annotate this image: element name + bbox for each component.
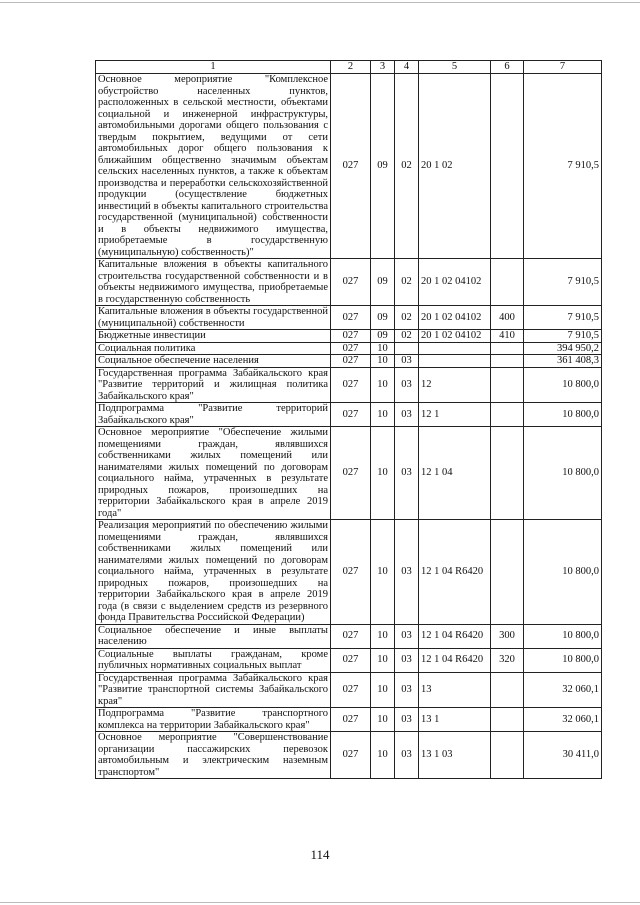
cell-row-name: Подпрограмма "Развитие территорий Забайкальского края" (96, 403, 331, 427)
cell-target-item: 13 1 03 (419, 732, 491, 779)
header-col-3: 3 (371, 61, 395, 74)
cell-amount: 10 800,0 (524, 520, 602, 625)
cell-admin-code: 027 (331, 403, 371, 427)
table-row (96, 648, 602, 672)
cell-subsection: 03 (395, 708, 419, 732)
cell-subsection: 03 (395, 367, 419, 403)
cell-target-item: 20 1 02 04102 (419, 306, 491, 330)
cell-section: 10 (371, 708, 395, 732)
cell-expense-type (491, 520, 524, 625)
cell-admin-code: 027 (331, 672, 371, 708)
cell-amount: 361 408,3 (524, 355, 602, 368)
cell-subsection (395, 342, 419, 355)
cell-target-item: 13 1 (419, 708, 491, 732)
cell-expense-type: 300 (491, 624, 524, 648)
cell-target-item: 20 1 02 (419, 74, 491, 259)
cell-target-item: 12 1 04 R6420 (419, 624, 491, 648)
table-row (96, 342, 602, 355)
cell-target-item: 12 (419, 367, 491, 403)
cell-section: 10 (371, 732, 395, 779)
cell-section: 10 (371, 672, 395, 708)
table-row (96, 259, 602, 306)
cell-amount: 7 910,5 (524, 330, 602, 343)
cell-target-item: 20 1 02 04102 (419, 259, 491, 306)
cell-row-name: Бюджетные инвестиции (96, 330, 331, 343)
cell-row-name: Реализация мероприятий по обеспечению жилыми помещениями граждан, являвшихся собственниками жилых помещений или нанимателями жилых помещений по договорам социального найма, утраченных в результате природных пожаров, произошедших на территории Забайкальского края в апреле 2019 года (в связи с выделением средств из резервного фонда Правительства Российской Федерации) (96, 520, 331, 625)
scan-edge-top (0, 2, 640, 3)
cell-target-item: 12 1 04 (419, 427, 491, 520)
cell-admin-code: 027 (331, 648, 371, 672)
cell-row-name: Государственная программа Забайкальского края "Развитие транспортной системы Забайкальского края" (96, 672, 331, 708)
cell-expense-type (491, 427, 524, 520)
cell-amount: 10 800,0 (524, 367, 602, 403)
cell-admin-code: 027 (331, 342, 371, 355)
header-row (96, 61, 602, 74)
header-col-1: 1 (96, 61, 331, 74)
cell-subsection: 03 (395, 732, 419, 779)
cell-amount: 32 060,1 (524, 672, 602, 708)
cell-section: 10 (371, 403, 395, 427)
cell-row-name: Социальное обеспечение и иные выплаты населению (96, 624, 331, 648)
cell-amount: 32 060,1 (524, 708, 602, 732)
cell-expense-type: 410 (491, 330, 524, 343)
cell-admin-code: 027 (331, 367, 371, 403)
header-col-7: 7 (524, 61, 602, 74)
header-col-6: 6 (491, 61, 524, 74)
cell-expense-type (491, 732, 524, 779)
table-row (96, 330, 602, 343)
cell-subsection: 02 (395, 259, 419, 306)
table-row (96, 74, 602, 259)
cell-row-name: Социальные выплаты гражданам, кроме публичных нормативных социальных выплат (96, 648, 331, 672)
cell-expense-type (491, 74, 524, 259)
table-row (96, 427, 602, 520)
table-row (96, 520, 602, 625)
scan-edge-bottom (0, 902, 640, 903)
cell-expense-type (491, 259, 524, 306)
cell-admin-code: 027 (331, 355, 371, 368)
cell-expense-type (491, 342, 524, 355)
table-row (96, 672, 602, 708)
cell-admin-code: 027 (331, 520, 371, 625)
cell-subsection: 02 (395, 330, 419, 343)
cell-amount: 10 800,0 (524, 624, 602, 648)
table-row (96, 624, 602, 648)
cell-target-item: 12 1 04 R6420 (419, 648, 491, 672)
cell-row-name: Основное мероприятие "Комплексное обустройство населенных пунктов, расположенных в сельской местности, объектами социальной и инженерной инфраструктуры, автомобильными дорогами общего пользования с твердым покрытием, ведущими от сети автомобильных дорог общего пользования к ближайшим общественно значимым объектам сельских населенных пунктов, а также к объектам производства и переработки сельскохозяйственной продукции (осуществление бюджетных инвестиций в объекты капитального строительства государственной (муниципальной) собственности и в объекты недвижимого имущества, приобретаемые в государственную (муниципальную) собственность)" (96, 74, 331, 259)
cell-subsection: 03 (395, 520, 419, 625)
cell-admin-code: 027 (331, 624, 371, 648)
cell-row-name: Основное мероприятие "Совершенствование организации пассажирских перевозок автомобильным и электрическим наземным транспортом" (96, 732, 331, 779)
cell-subsection: 03 (395, 624, 419, 648)
table-row (96, 367, 602, 403)
cell-amount: 30 411,0 (524, 732, 602, 779)
cell-section: 10 (371, 427, 395, 520)
cell-subsection: 03 (395, 648, 419, 672)
cell-section: 10 (371, 367, 395, 403)
cell-target-item: 13 (419, 672, 491, 708)
cell-section: 09 (371, 259, 395, 306)
cell-admin-code: 027 (331, 74, 371, 259)
cell-amount: 7 910,5 (524, 74, 602, 259)
cell-row-name: Социальное обеспечение населения (96, 355, 331, 368)
cell-row-name: Основное мероприятие "Обеспечение жилыми помещениями граждан, являвшихся собственниками жилых помещений или нанимателями жилых помещений по договорам социального найма, утраченных в результате природных пожаров, произошедших на территории Забайкальского края в апреле 2019 года" (96, 427, 331, 520)
cell-amount: 10 800,0 (524, 648, 602, 672)
table-row (96, 306, 602, 330)
cell-expense-type (491, 355, 524, 368)
cell-target-item (419, 342, 491, 355)
budget-table (95, 60, 602, 779)
cell-subsection: 03 (395, 427, 419, 520)
cell-section: 09 (371, 330, 395, 343)
cell-row-name: Капитальные вложения в объекты государственной (муниципальной) собственности (96, 306, 331, 330)
table-row (96, 732, 602, 779)
cell-target-item: 20 1 02 04102 (419, 330, 491, 343)
cell-admin-code: 027 (331, 259, 371, 306)
cell-row-name: Государственная программа Забайкальского края "Развитие территорий и жилищная политика Забайкальского края" (96, 367, 331, 403)
cell-expense-type (491, 672, 524, 708)
cell-row-name: Подпрограмма "Развитие транспортного комплекса на территории Забайкальского края" (96, 708, 331, 732)
cell-admin-code: 027 (331, 306, 371, 330)
header-col-5: 5 (419, 61, 491, 74)
cell-section: 10 (371, 342, 395, 355)
cell-subsection: 03 (395, 403, 419, 427)
cell-subsection: 03 (395, 355, 419, 368)
cell-section: 09 (371, 74, 395, 259)
cell-target-item: 12 1 04 R6420 (419, 520, 491, 625)
cell-expense-type (491, 367, 524, 403)
cell-subsection: 02 (395, 74, 419, 259)
cell-admin-code: 027 (331, 330, 371, 343)
cell-expense-type (491, 708, 524, 732)
cell-target-item (419, 355, 491, 368)
cell-admin-code: 027 (331, 427, 371, 520)
cell-section: 10 (371, 648, 395, 672)
cell-section: 10 (371, 520, 395, 625)
table-row (96, 355, 602, 368)
cell-expense-type (491, 403, 524, 427)
header-col-4: 4 (395, 61, 419, 74)
cell-row-name: Капитальные вложения в объекты капитального строительства государственной собственности и в объекты недвижимого имущества, приобретаемые в государственную собственность (96, 259, 331, 306)
cell-expense-type: 400 (491, 306, 524, 330)
cell-amount: 394 950,2 (524, 342, 602, 355)
cell-amount: 10 800,0 (524, 427, 602, 520)
table-row (96, 708, 602, 732)
cell-amount: 7 910,5 (524, 259, 602, 306)
cell-subsection: 02 (395, 306, 419, 330)
cell-section: 10 (371, 624, 395, 648)
header-col-2: 2 (331, 61, 371, 74)
page-number: 114 (310, 847, 330, 862)
cell-expense-type: 320 (491, 648, 524, 672)
cell-amount: 10 800,0 (524, 403, 602, 427)
cell-admin-code: 027 (331, 708, 371, 732)
table-row (96, 403, 602, 427)
cell-subsection: 03 (395, 672, 419, 708)
cell-admin-code: 027 (331, 732, 371, 779)
cell-section: 09 (371, 306, 395, 330)
cell-target-item: 12 1 (419, 403, 491, 427)
cell-row-name: Социальная политика (96, 342, 331, 355)
cell-amount: 7 910,5 (524, 306, 602, 330)
cell-section: 10 (371, 355, 395, 368)
